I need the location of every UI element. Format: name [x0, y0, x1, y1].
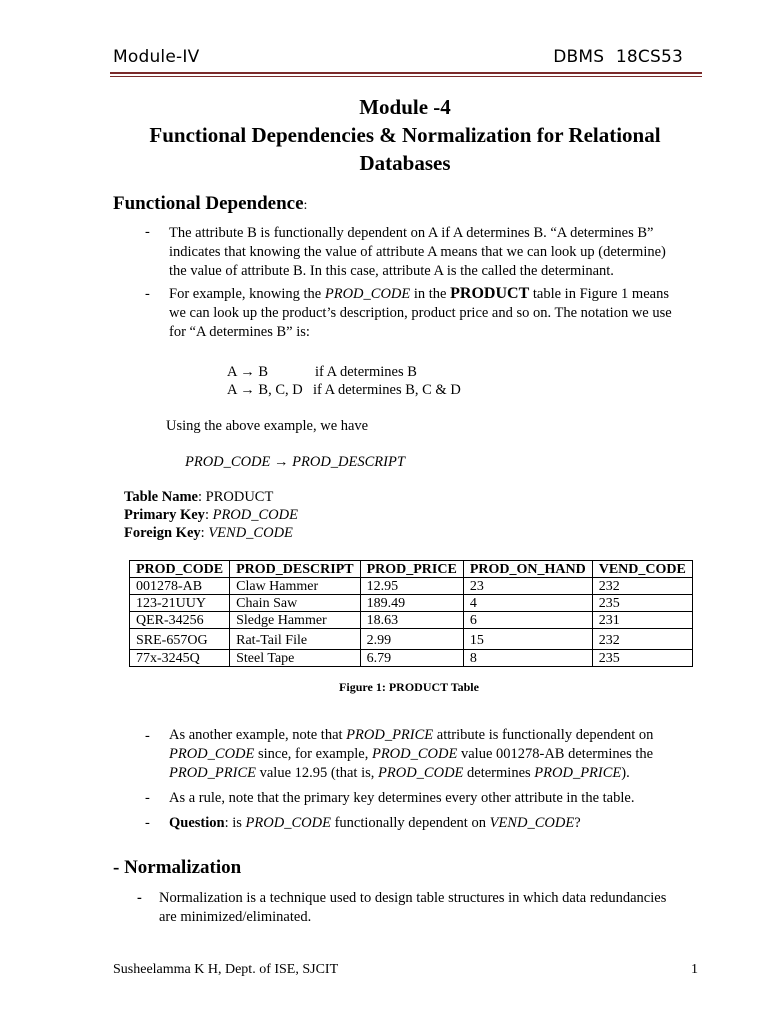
bullet-line: The attribute B is functionally dependent on A if A determines B. “A determines B” — [169, 225, 654, 241]
bullet-line: we can look up the product’s description, product price and so on. The notation we use — [169, 305, 672, 321]
bullet-dash: - — [145, 815, 150, 831]
table-cell: SRE-657OG — [130, 629, 230, 650]
column-header: PROD_DESCRIPT — [230, 561, 360, 578]
bullet-dash: - — [137, 890, 142, 906]
table-cell: 232 — [592, 629, 692, 650]
bullet-line: the value of attribute B. In this case, attribute A is the called the determinant. — [169, 263, 614, 279]
title-line-1: Module -4 — [359, 95, 451, 119]
table-row — [130, 612, 693, 629]
table-cell: 15 — [463, 629, 592, 650]
section-heading-text: Functional Dependence — [113, 193, 304, 214]
table-cell: Sledge Hammer — [230, 612, 360, 629]
page-title — [100, 93, 710, 177]
table-row — [130, 650, 693, 667]
table-cell: 12.95 — [360, 578, 463, 595]
table-cell: 235 — [592, 650, 692, 667]
figure-caption: Figure 1: PRODUCT Table — [339, 680, 479, 694]
title-line-3: Databases — [359, 151, 451, 175]
bullet-line: indicates that knowing the value of attribute A means that we can look up (determine) — [169, 244, 666, 260]
bullet-line: for “A determines B” is: — [169, 324, 310, 340]
header-rule-thin — [110, 76, 702, 77]
table-cell: Steel Tape — [230, 650, 360, 667]
table-name: Table Name: PRODUCT — [124, 489, 274, 505]
bullet-dash: - — [145, 790, 150, 806]
bullet-rule: As a rule, note that the primary key determines every other attribute in the table. — [169, 790, 635, 806]
bullet-line: PROD_CODE since, for example, PROD_CODE value 001278-AB determines the — [169, 746, 654, 762]
table-cell: 77x-3245Q — [130, 650, 230, 667]
bullet-dash: - — [145, 286, 150, 302]
table-cell: 001278-AB — [130, 578, 230, 595]
table-cell: 189.49 — [360, 595, 463, 612]
table-cell: 2.99 — [360, 629, 463, 650]
notation-right-2: if A determines B, C & D — [313, 382, 461, 398]
table-cell: 6.79 — [360, 650, 463, 667]
product-table — [129, 560, 693, 667]
table-row — [130, 629, 693, 650]
section-heading-normalization: - Normalization — [113, 857, 242, 878]
table-row — [130, 578, 693, 595]
section-heading-colon: : — [303, 198, 308, 213]
foreign-key: Foreign Key: VEND_CODE — [124, 525, 293, 541]
table-cell: 235 — [592, 595, 692, 612]
table-cell: Rat-Tail File — [230, 629, 360, 650]
example-dependency: PROD_CODE → PROD_DESCRIPT — [185, 454, 405, 470]
table-cell: 8 — [463, 650, 592, 667]
bullet-line: For example, knowing the PROD_CODE in the PRODUCT table in Figure 1 means — [169, 285, 669, 302]
header-rule — [110, 72, 702, 74]
title-line-2: Functional Dependencies & Normalization for Relational — [149, 123, 661, 147]
column-header: PROD_CODE — [130, 561, 230, 578]
table-cell: QER-34256 — [130, 612, 230, 629]
table-cell: 4 — [463, 595, 592, 612]
table-cell: Chain Saw — [230, 595, 360, 612]
column-header: PROD_ON_HAND — [463, 561, 592, 578]
section-heading-functional-dependence — [113, 193, 307, 215]
table-cell: 231 — [592, 612, 692, 629]
bullet-definition — [169, 224, 704, 281]
bullet-another-example — [169, 726, 704, 783]
column-header: VEND_CODE — [592, 561, 692, 578]
bullet-line: As another example, note that PROD_PRICE attribute is functionally dependent on — [169, 727, 654, 743]
page-number: 1 — [691, 962, 698, 977]
table-cell: 6 — [463, 612, 592, 629]
bullet-normalization — [159, 889, 694, 927]
bullet-dash: - — [145, 728, 150, 744]
bullet-question: Question: is PROD_CODE functionally dependent on VEND_CODE? — [169, 815, 581, 831]
bullet-line: are minimized/eliminated. — [159, 909, 312, 925]
bullet-dash: - — [145, 224, 150, 240]
table-cell: 18.63 — [360, 612, 463, 629]
table-cell: 232 — [592, 578, 692, 595]
table-row — [130, 595, 693, 612]
bullet-line: Normalization is a technique used to design table structures in which data redundancies — [159, 890, 667, 906]
notation-right-1: if A determines B — [315, 364, 417, 380]
table-header-row — [130, 561, 693, 578]
bullet-line: PROD_PRICE value 12.95 (that is, PROD_CODE determines PROD_PRICE). — [169, 765, 630, 781]
table-cell: 23 — [463, 578, 592, 595]
notation-left-2: A → B, C, D — [227, 382, 303, 398]
footer-author: Susheelamma K H, Dept. of ISE, SJCIT — [113, 962, 339, 977]
header-module: Module-IV — [113, 47, 200, 67]
example-intro: Using the above example, we have — [166, 418, 369, 434]
table-cell: 123-21UUY — [130, 595, 230, 612]
bullet-example — [169, 284, 704, 342]
column-header: PROD_PRICE — [360, 561, 463, 578]
header-course: DBMS 18CS53 — [553, 47, 683, 67]
notation-left-1: A → B — [227, 364, 269, 380]
table-cell: Claw Hammer — [230, 578, 360, 595]
primary-key: Primary Key: PROD_CODE — [124, 507, 298, 523]
